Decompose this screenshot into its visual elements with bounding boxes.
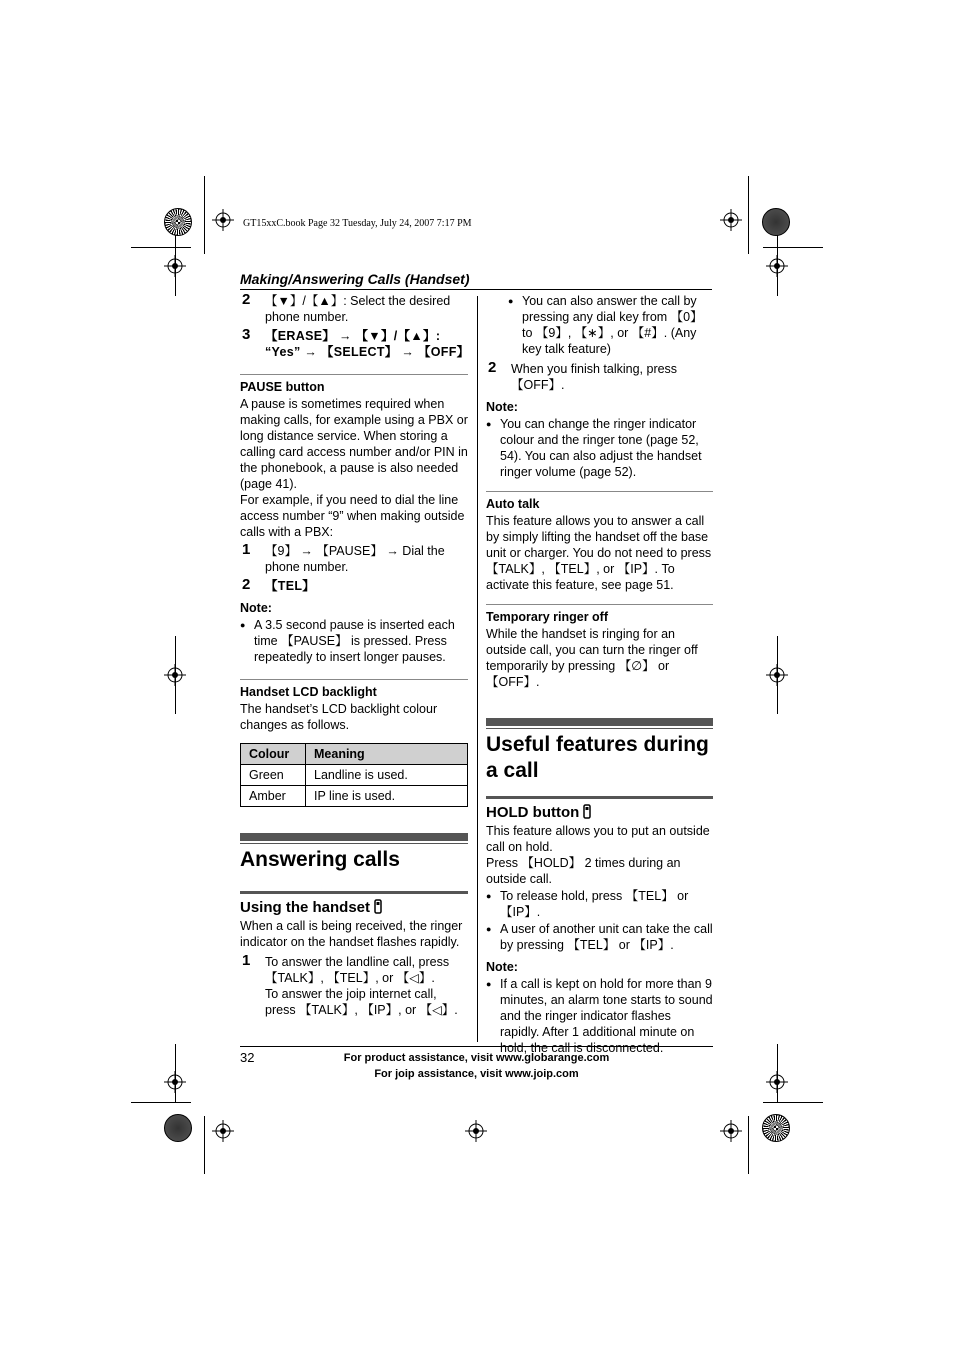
hold-bullet: ● To release hold, press 【TEL】 or 【IP】. xyxy=(486,888,713,920)
note-bullet: ● You can change the ringer indicator colour and the ringer tone (page 52, 54). You can also adjust the handset ringer volume (page 52). xyxy=(486,416,713,480)
crosshair-registration-mark xyxy=(720,209,742,231)
column-divider xyxy=(477,296,478,1042)
handset-icon xyxy=(583,804,592,819)
pause-step-1 xyxy=(240,543,468,575)
crosshair-registration-mark xyxy=(164,255,186,277)
crosshair-registration-mark xyxy=(164,664,186,686)
table-header-cell: Colour xyxy=(241,744,306,765)
using-handset-heading xyxy=(240,891,468,916)
temporary-ringer-heading: Temporary ringer off xyxy=(486,604,713,625)
section-rule xyxy=(240,833,468,841)
footer-line: For joip assistance, visit www.joip.com xyxy=(374,1068,579,1080)
any-key-bullet: ● You can also answer the call by pressing any dial key from 【0】 to 【9】, 【∗】, or 【#】. (Any key talk feature) xyxy=(508,293,713,357)
color-registration-mark xyxy=(762,208,790,236)
step-text: To answer the joip internet call, press 【TALK】, 【IP】, or 【◁】. xyxy=(265,987,458,1017)
backlight-heading: Handset LCD backlight xyxy=(240,679,468,700)
color-registration-mark xyxy=(762,1114,790,1142)
color-registration-mark xyxy=(164,1114,192,1142)
right-column xyxy=(486,293,713,1057)
backlight-colour-table xyxy=(240,743,468,807)
auto-talk-heading: Auto talk xyxy=(486,491,713,512)
table-header-cell: Meaning xyxy=(306,744,468,765)
pause-paragraph: A pause is sometimes required when making calls, for example using a PBX or long distance service. When storing a calling card access number and/or PIN in the phonebook, a pause is also needed (page 41). xyxy=(240,397,468,491)
left-column xyxy=(240,293,468,1021)
step-number: 3 xyxy=(242,326,251,343)
heading-text: HOLD button xyxy=(486,804,580,821)
step-text: 【▼】/【▲】: Select the desired phone number. xyxy=(265,294,451,324)
crosshair-registration-mark xyxy=(212,209,234,231)
step-text: 【ERASE】 → 【▼】/【▲】: “Yes” → 【SELECT】 → 【OFF】 xyxy=(265,329,470,359)
pause-paragraph: For example, if you need to dial the line access number “9” when making outside calls with a PBX: xyxy=(240,493,465,539)
color-registration-mark xyxy=(164,208,192,236)
hold-button-heading xyxy=(486,796,713,821)
hold-paragraph: Press 【HOLD】 2 times during an outside call. xyxy=(486,856,681,886)
answering-calls-title: Answering calls xyxy=(240,848,400,871)
step-number: 2 xyxy=(242,576,251,593)
table-cell: Amber xyxy=(241,786,306,807)
footer-lines xyxy=(240,1050,713,1082)
table-cell: IP line is used. xyxy=(306,786,468,807)
footer-line: For product assistance, visit www.globarange.com xyxy=(343,1052,610,1064)
crosshair-registration-mark xyxy=(766,1071,788,1093)
page-number: 32 xyxy=(240,1050,255,1065)
note-label: Note: xyxy=(240,601,272,615)
crosshair-registration-mark xyxy=(212,1120,234,1142)
step-text: 【9】 → 【PAUSE】 → Dial the phone number. xyxy=(265,544,445,574)
useful-features-title: Useful features during a call xyxy=(486,733,709,782)
section-rule xyxy=(486,728,713,729)
crosshair-registration-mark xyxy=(766,664,788,686)
note-label: Note: xyxy=(486,960,518,974)
step-text: 【TEL】 xyxy=(265,579,316,593)
table-row xyxy=(241,786,468,807)
crosshair-registration-mark xyxy=(766,255,788,277)
pause-heading: PAUSE button xyxy=(240,374,468,395)
step-2 xyxy=(240,293,468,325)
table-row xyxy=(241,765,468,786)
answer-step-1 xyxy=(240,954,468,1018)
file-header: GT15xxC.book Page 32 Tuesday, July 24, 2007 7:17 PM xyxy=(243,218,472,229)
crosshair-registration-mark xyxy=(465,1120,487,1142)
step-number: 1 xyxy=(242,952,251,969)
table-header-row xyxy=(241,744,468,765)
running-title: Making/Answering Calls (Handset) xyxy=(240,271,712,290)
step-number: 2 xyxy=(242,291,251,308)
page-footer xyxy=(240,1046,713,1082)
auto-talk-text: This feature allows you to answer a call by simply lifting the handset off the base unit or charger. You do not need to press 【TALK】, 【TEL】, or 【IP】. To activate this feature, see page 51. xyxy=(486,514,712,592)
step-number: 2 xyxy=(488,359,497,376)
table-cell: Landline is used. xyxy=(306,765,468,786)
handset-icon xyxy=(374,899,383,914)
hold-paragraph: This feature allows you to put an outside call on hold. xyxy=(486,824,710,854)
section-rule xyxy=(486,718,713,726)
section-rule xyxy=(240,843,468,844)
crosshair-registration-mark xyxy=(164,1071,186,1093)
step-number: 1 xyxy=(242,541,251,558)
note-bullet: ● A 3.5 second pause is inserted each time 【PAUSE】 is pressed. Press repeatedly to insert longer pauses. xyxy=(240,617,468,665)
note-bullet: ● If a call is kept on hold for more than 9 minutes, an alarm tone starts to sound and the ringer indicator flashes rapidly. After 1 additional minute on hold, the call is disconnected. xyxy=(486,976,713,1056)
step-text: When you finish talking, press 【OFF】. xyxy=(511,362,678,392)
backlight-text: The handset’s LCD backlight colour changes as follows. xyxy=(240,702,438,732)
hold-bullet: ● A user of another unit can take the call by pressing 【TEL】 or 【IP】. xyxy=(486,921,713,953)
using-handset-text: When a call is being received, the ringer indicator on the handset flashes rapidly. xyxy=(240,919,463,949)
step-3 xyxy=(240,328,468,360)
note-label: Note: xyxy=(486,400,518,414)
step-text: To answer the landline call, press 【TALK】, 【TEL】, or 【◁】. xyxy=(265,955,450,985)
temporary-ringer-text: While the handset is ringing for an outside call, you can turn the ringer off temporarily by pressing 【∅】 or 【OFF】. xyxy=(486,627,698,689)
table-cell: Green xyxy=(241,765,306,786)
crosshair-registration-mark xyxy=(720,1120,742,1142)
step-2 xyxy=(486,361,713,393)
pause-step-2 xyxy=(240,578,468,594)
heading-text: Using the handset xyxy=(240,899,371,916)
